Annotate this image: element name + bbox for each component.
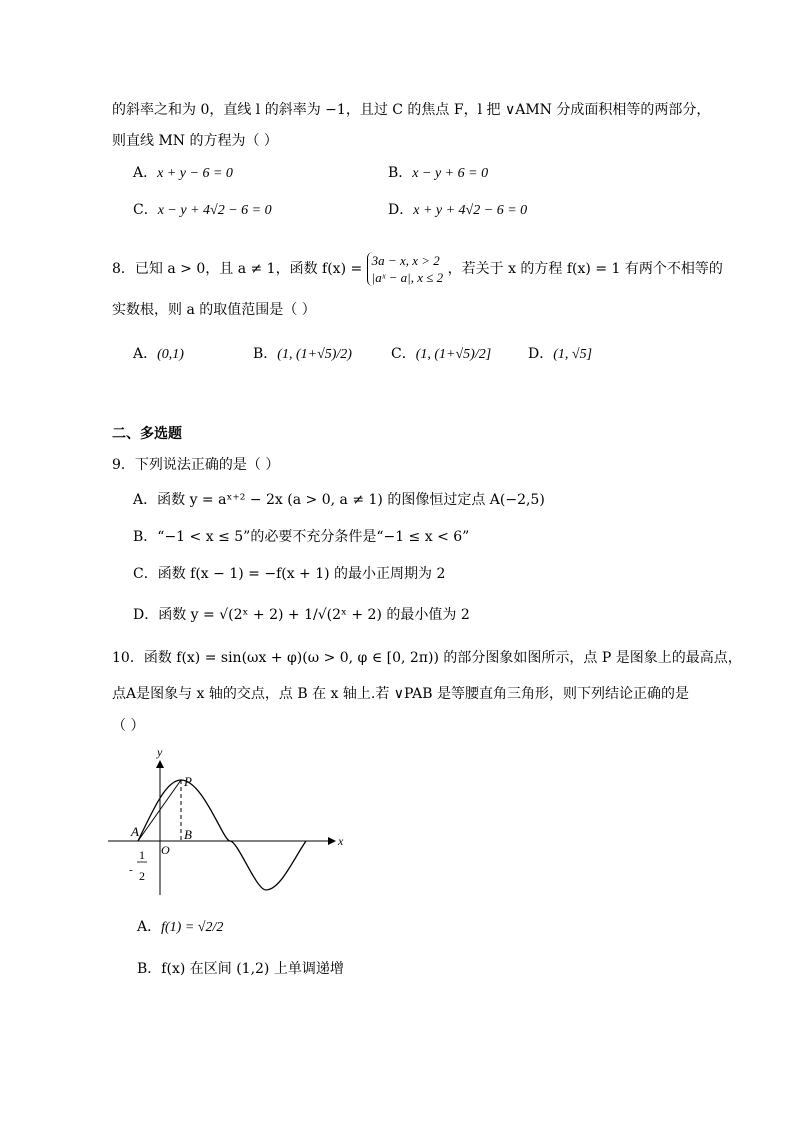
- q9-option-c: [133, 564, 445, 584]
- point-b-label: B: [184, 827, 192, 842]
- option-label: D．: [133, 607, 159, 623]
- q7-stem-line2: 则直线 MN 的方程为（ ）: [112, 133, 278, 149]
- q7-stem-line1: 的斜率之和为 0，直线 l 的斜率为 −1，且过 C 的焦点 F，l 把 ∨AMN 分成面积相等的两部分，: [112, 102, 711, 118]
- option-text: 函数 f(x − 1) = −f(x + 1) 的最小正周期为 2: [157, 566, 446, 582]
- point-a-label: A: [131, 824, 139, 839]
- option-label: B．: [388, 165, 413, 181]
- q8-piecewise: [367, 252, 444, 286]
- option-text: (0,1): [157, 347, 184, 362]
- section-heading: 二、多选题: [112, 426, 182, 442]
- option-label: A．: [133, 492, 158, 508]
- neg-half-denominator: 2: [139, 869, 145, 883]
- q10-option-b: [137, 959, 344, 979]
- option-label: B．: [137, 961, 162, 977]
- point-p-label: P: [184, 774, 192, 789]
- q9-option-b: [133, 527, 469, 547]
- option-text: x − y + 6 = 0: [412, 166, 489, 181]
- option-text: 函数 y = √(2ˣ + 2) + 1/√(2ˣ + 2) 的最小值为 2: [158, 607, 470, 623]
- neg-sign-label: -: [129, 864, 133, 876]
- q7-option-b: [388, 163, 488, 184]
- q10-stem-line1: 10．函数 f(x) = sin(ωx + φ)(ω > 0, φ ∈ [0, 2π)) 的部分图象如图所示，点 P 是图象上的最高点，: [112, 650, 742, 666]
- q8-prefix: 8．已知 a > 0，且 a ≠ 1，函数 f(x) =: [112, 261, 363, 277]
- origin-label: O: [161, 843, 170, 857]
- option-text: (1, (1+√5)/2]: [415, 347, 492, 362]
- option-label: A．: [137, 919, 162, 935]
- q9-stem: 9．下列说法正确的是（ ）: [112, 457, 280, 473]
- option-text: f(x) 在区间 (1,2) 上单调递增: [161, 961, 344, 977]
- option-text: 函数 y = aˣ⁺² − 2x (a > 0, a ≠ 1) 的图像恒过定点 A(−2,5): [157, 492, 545, 508]
- option-label: B．: [133, 529, 158, 545]
- q7-option-d: [388, 200, 527, 221]
- option-text: x − y + 4√2 − 6 = 0: [157, 203, 272, 218]
- option-label: D．: [388, 202, 414, 218]
- q8-suffix: ，若关于 x 的方程 f(x) = 1 有两个不相等的: [447, 261, 723, 277]
- x-axis-label: x: [338, 834, 344, 848]
- sine-curve: [138, 780, 306, 890]
- option-text: (1, (1+√5)/2): [277, 347, 352, 362]
- q9-option-d: [133, 605, 470, 625]
- option-label: C．: [391, 346, 416, 362]
- neg-half-numerator: 1: [139, 848, 145, 862]
- option-label: D．: [528, 346, 554, 362]
- q8-option-c: [391, 344, 491, 365]
- q10-option-a: [137, 917, 223, 938]
- option-label: B．: [253, 346, 278, 362]
- option-label: A．: [133, 346, 158, 362]
- q8-option-a: [133, 344, 184, 365]
- q8-piece1: 3a − x, x > 2: [371, 253, 440, 268]
- q9-option-a: [133, 490, 545, 510]
- option-label: A．: [133, 165, 158, 181]
- q7-option-a: [133, 163, 233, 184]
- q8-stem-line1: [112, 252, 723, 286]
- option-text: (1, √5]: [553, 347, 593, 362]
- option-text: f(1) = √2/2: [161, 920, 224, 935]
- option-label: C．: [133, 566, 158, 582]
- q10-stem-line3: （ ）: [112, 718, 145, 734]
- q8-piece2: |aˣ − a|, x ≤ 2: [371, 270, 444, 285]
- q7-option-c: [133, 200, 272, 221]
- option-label: C．: [133, 202, 158, 218]
- option-text: “−1 < x ≤ 5”的必要不充分条件是“−1 ≤ x < 6”: [157, 529, 470, 545]
- option-text: x + y − 6 = 0: [157, 166, 233, 181]
- y-axis-label: y: [157, 745, 163, 759]
- q8-option-d: [528, 344, 592, 365]
- q8-stem-line2: 实数根，则 a 的取值范围是（ ）: [112, 302, 316, 318]
- q10-stem-line2: 点A是图象与 x 轴的交点，点 B 在 x 轴上.若 ∨PAB 是等腰直角三角形，则下列结论正确的是: [112, 686, 690, 702]
- q8-option-b: [253, 344, 352, 365]
- option-text: x + y + 4√2 − 6 = 0: [413, 203, 528, 218]
- sine-graph-figure: [108, 740, 358, 900]
